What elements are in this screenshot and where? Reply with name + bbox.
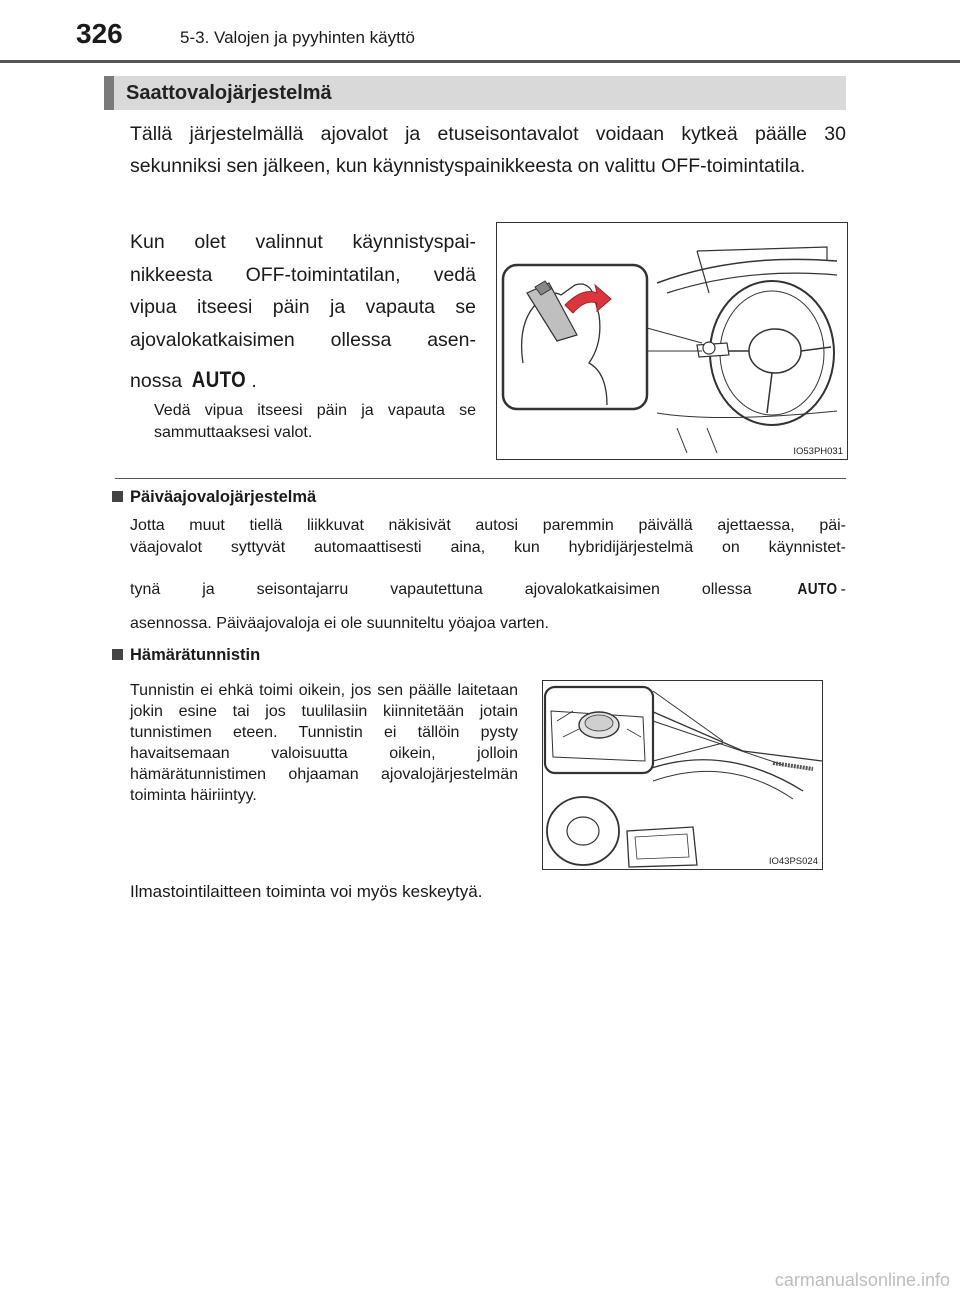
- instruction-last-suffix: .: [251, 370, 257, 392]
- figure-sensor-code: IO43PS024: [768, 856, 818, 867]
- daytime-title-row: [112, 488, 316, 507]
- page-number: 326: [76, 18, 123, 49]
- section-heading: Saattovalojärjestelmä: [126, 82, 332, 104]
- instruction-line: ajovalokatkaisimen ollessa asen-: [130, 328, 476, 351]
- section-heading-accent: [104, 76, 114, 110]
- auto-symbol: AUTO: [192, 367, 247, 392]
- intro-paragraph: Tällä järjestelmällä ajovalot ja etuseisontavalot voidaan kytkeä päälle 30 sekunniksi sen jälkeen, kun käynnistyspainikkeesta on valittu OFF-toimintatila.: [130, 123, 846, 177]
- sensor-footer: Ilmastointilaitteen toiminta voi myös keskeytyä.: [130, 882, 483, 901]
- daytime-paragraph: [130, 515, 846, 635]
- daytime-line: väajovalot syttyvät automaattisesti aina, kun hybridijärjestelmä on käynnistet-: [130, 539, 846, 556]
- instruction-last-line: [130, 364, 476, 398]
- watermark: carmanualsonline.info: [774, 1270, 950, 1290]
- figure-lever-code: IO53PH031: [793, 446, 843, 457]
- instruction-line: nikkeesta OFF-toimintatilan, vedä: [130, 263, 476, 286]
- daytime-line3-text: tynä ja seisontajarru vapautettuna ajovalokatkaisimen ollessa: [130, 581, 752, 598]
- instruction-line: vipua itseesi päin ja vapauta se: [130, 296, 476, 318]
- bullet-icon: [112, 491, 123, 502]
- daytime-line-auto: [130, 579, 846, 601]
- sensor-title-row: [112, 646, 260, 665]
- lever-illustration: [497, 223, 847, 459]
- note-text: Vedä vipua itseesi päin ja vapauta se sammuttaaksesi valot.: [154, 402, 476, 441]
- sensor-illustration: [543, 681, 822, 869]
- sensor-paragraph: Tunnistin ei ehkä toimi oikein, jos sen päälle laitetaan jokin esine tai jos tuulilasiin kiinnitetään jotain tunnistimen eteen. Tunnistin ei tällöin pysty havaitsemaan valoisuutta oikein, jolloin hämärätunnistimen ohjaaman ajovalojärjestelmän toiminta häiriintyy.: [130, 682, 518, 804]
- instruction-line: Kun olet valinnut käynnistyspai-: [130, 231, 476, 253]
- daytime-line: asennossa. Päiväajovaloja ei ole suunniteltu yöajoa varten.: [130, 615, 549, 632]
- header-rule: [0, 60, 960, 63]
- instruction-paragraph: [130, 226, 476, 398]
- section-label: 5-3. Valojen ja pyyhinten käyttö: [180, 28, 415, 47]
- figure-sensor: [542, 680, 823, 870]
- daytime-title: Päiväajovalojärjestelmä: [130, 488, 317, 506]
- sensor-title: Hämärätunnistin: [130, 646, 261, 664]
- section-separator: [115, 478, 846, 479]
- daytime-line: Jotta muut tiellä liikkuvat näkisivät autosi paremmin päivällä ajettaessa, päi-: [130, 517, 846, 534]
- auto-symbol: AUTO: [797, 581, 838, 598]
- figure-lever: [496, 222, 848, 460]
- bullet-icon: [112, 649, 123, 660]
- instruction-last-prefix: nossa: [130, 370, 183, 392]
- daytime-line3-suffix: -: [840, 581, 846, 598]
